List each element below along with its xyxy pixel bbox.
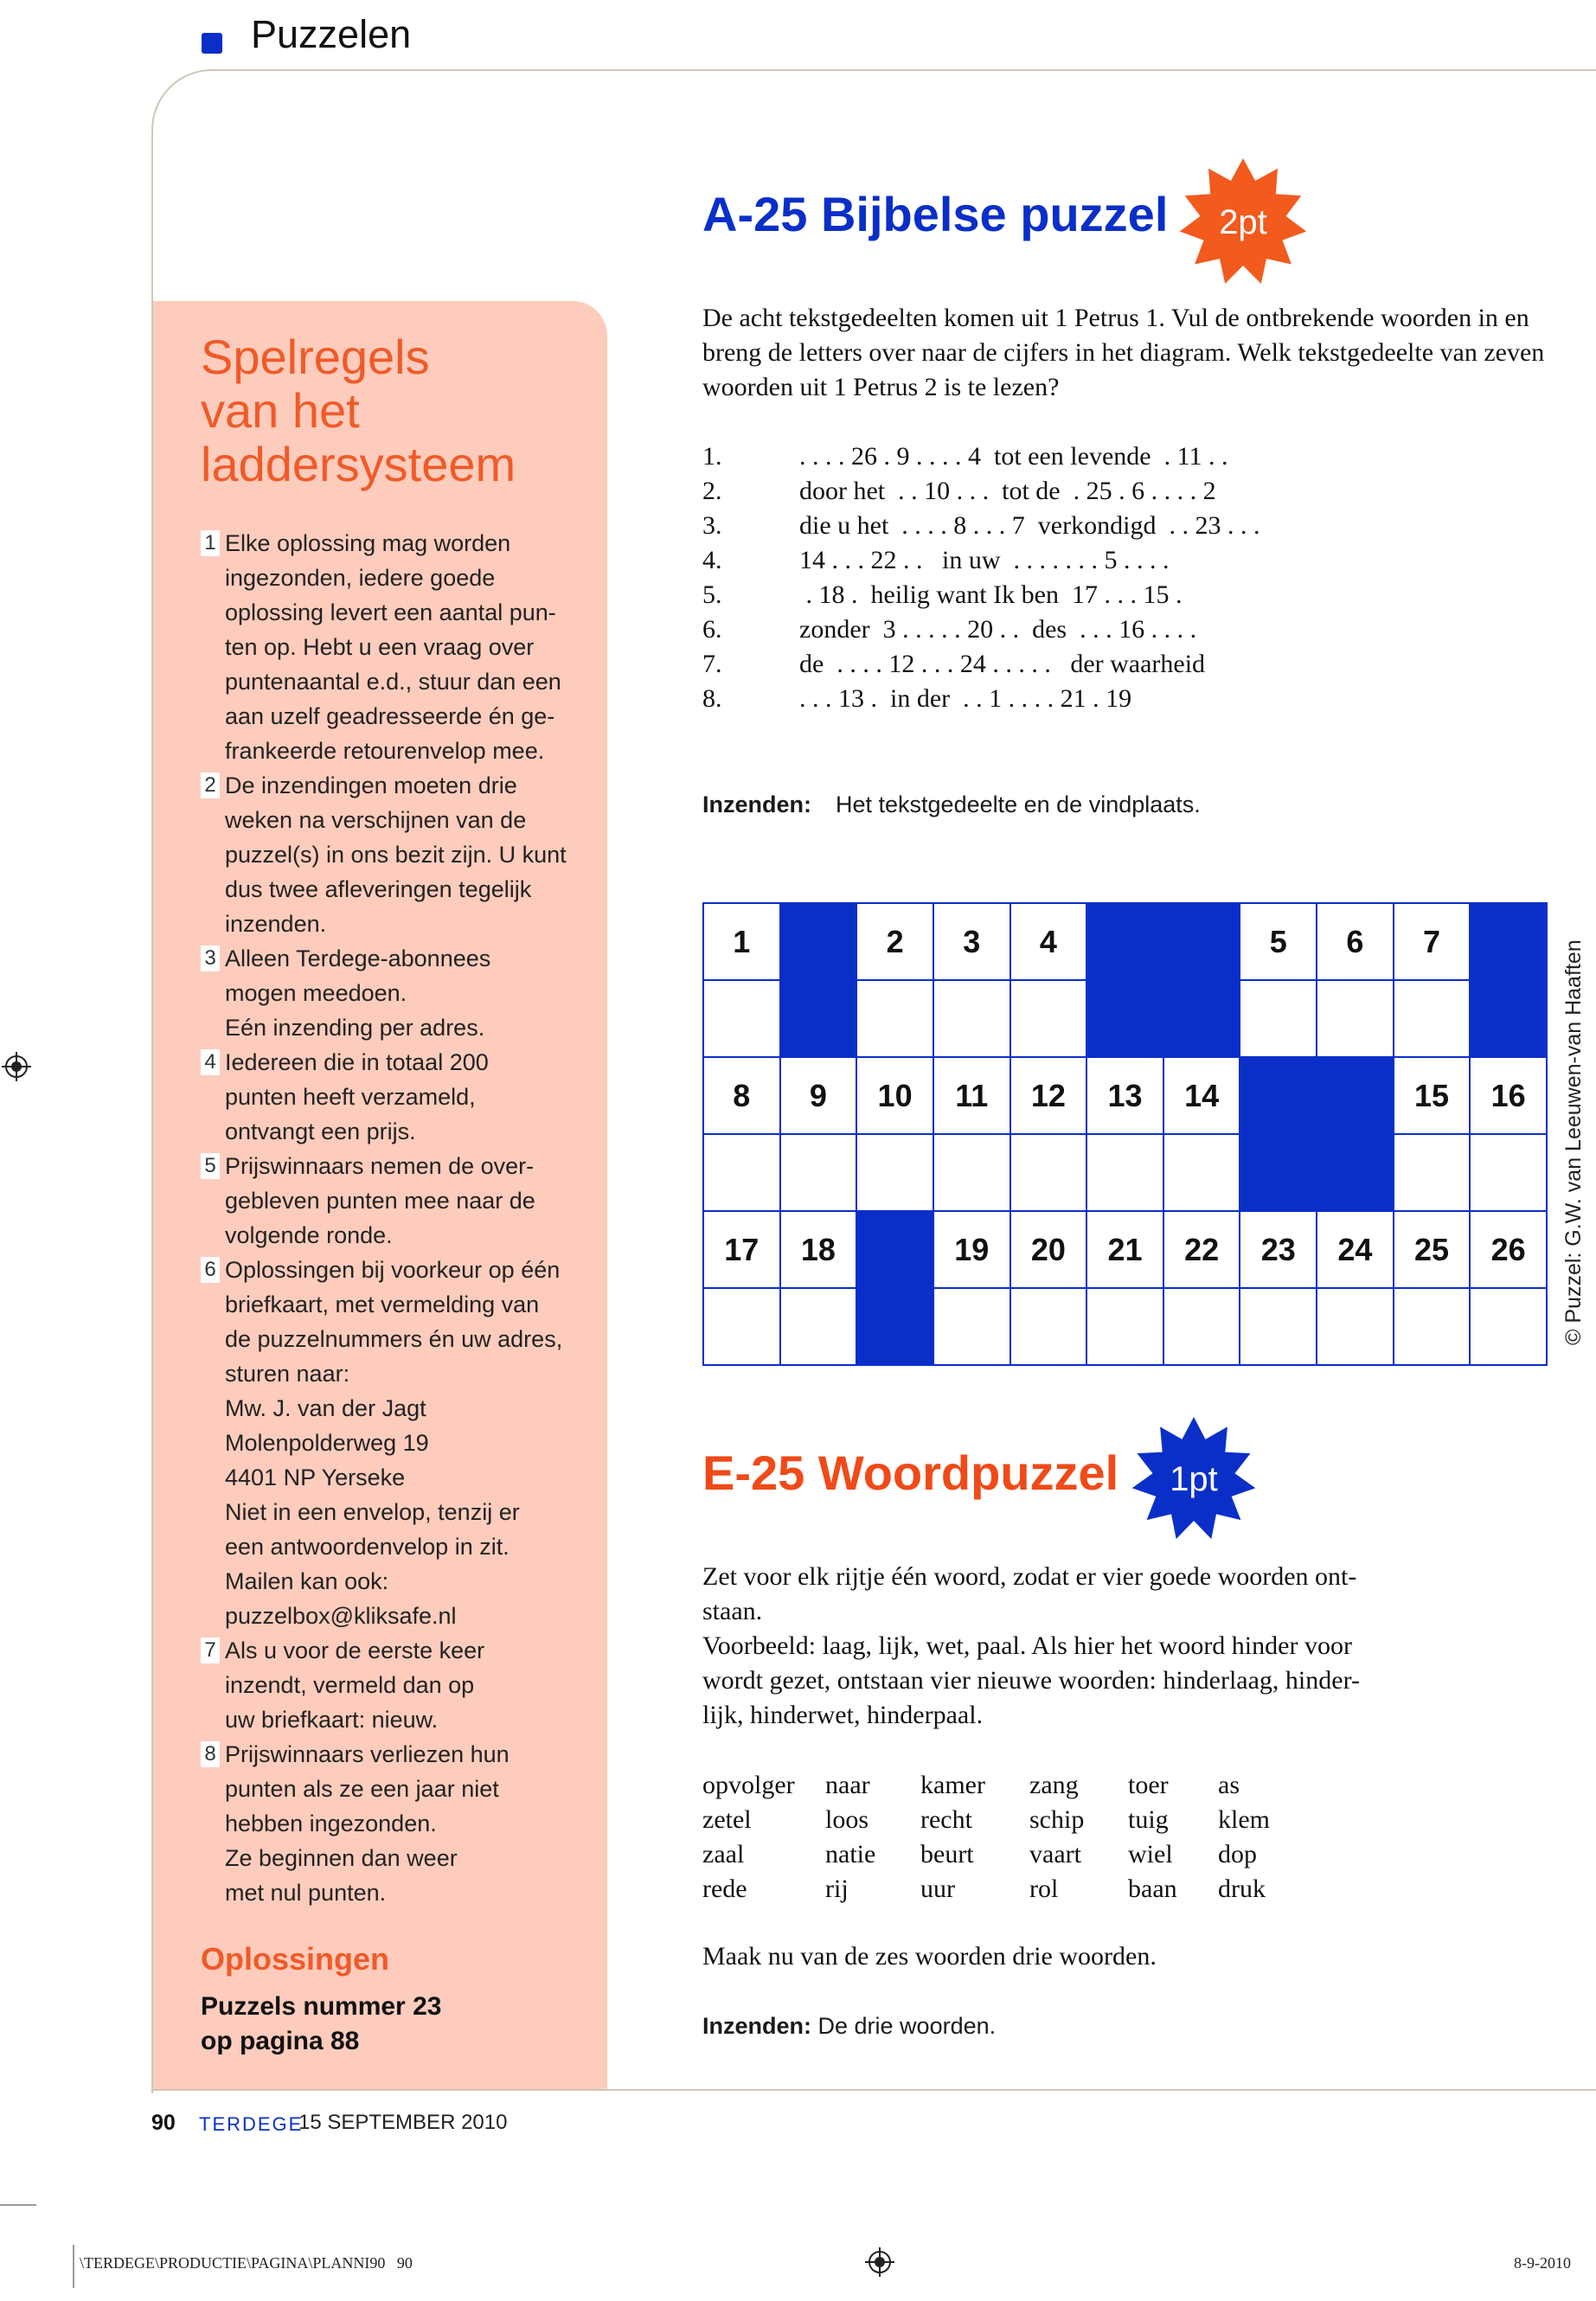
clue-row	[702, 647, 1567, 682]
points-label-a: 2pt	[1219, 203, 1267, 241]
rule-number: 4	[201, 1049, 220, 1075]
clue-text: de . . . . 12 . . . 24 . . . . . der waarheid	[799, 650, 1206, 678]
grid-cell	[1393, 1056, 1471, 1135]
crop-mark	[73, 2245, 74, 2288]
rule-number: 5	[201, 1153, 220, 1179]
grid-cell	[779, 1287, 858, 1366]
grid-cell	[933, 1287, 1011, 1366]
cell-number: 1	[733, 924, 751, 959]
grid-block	[1316, 1056, 1394, 1135]
grid-cell	[1469, 1287, 1548, 1366]
grid-cell	[1010, 1287, 1088, 1366]
puzzle-e-intro: Zet voor elk rijtje één woord, zodat er vier goede woorden ont- staan. Voorbeeld: laag, lijk, wet, paal. Als hier het woord hinder voor wordt gezet, ontstaan vier nieuwe woorden: hinderlaag, hinder- lijk, hinderwet, hinderpaal.	[702, 1562, 1360, 1729]
grid-cell	[1316, 979, 1394, 1058]
word-row	[702, 1803, 1308, 1837]
clue-row	[702, 509, 1567, 543]
word: as	[1218, 1771, 1240, 1799]
rule-text: De inzendingen moeten drie weken na verschijnen van de puzzel(s) in ons bezit zijn. U kunt dus twee afleveringen tegelijk inzenden.	[225, 772, 567, 937]
grid-cell	[702, 979, 781, 1058]
grid-cell	[856, 902, 934, 981]
clue-number: 3.	[702, 511, 722, 540]
clue-row	[702, 612, 1567, 647]
grid-cell	[1469, 1133, 1548, 1212]
word: naar	[825, 1771, 870, 1799]
grid-block	[1163, 902, 1241, 981]
rule-number: 7	[201, 1638, 220, 1663]
sidebar-title: Spelregels van het laddersysteem	[201, 330, 516, 491]
cell-number: 9	[809, 1078, 827, 1113]
clue-number: 6.	[702, 615, 722, 644]
cell-number: 23	[1260, 1232, 1296, 1267]
clue-text: door het . . 10 . . . tot de . 25 . 6 . . . . 2	[799, 477, 1216, 505]
solutions-heading: Oplossingen	[201, 1941, 390, 1977]
rule-item	[201, 1253, 573, 1633]
grid-block	[779, 902, 858, 981]
clue-text: zonder 3 . . . . . 20 . . des . . . 16 . . . .	[799, 615, 1197, 644]
grid-block	[1469, 979, 1548, 1058]
clue-text: . . . . 26 . 9 . . . . 4 tot een levende . 11 . .	[799, 442, 1228, 471]
word: klem	[1218, 1805, 1270, 1834]
puzzle-credit: © Puzzel: G.W. van Leeuwen-van Haaften	[1561, 939, 1586, 1345]
frame-top-line	[212, 69, 1596, 71]
cell-number: 26	[1490, 1232, 1526, 1267]
cell-number: 14	[1184, 1078, 1220, 1113]
submit-text: De drie woorden.	[817, 2013, 997, 2039]
grid-cell	[1469, 1210, 1548, 1289]
puzzle-grid	[702, 902, 1546, 1364]
magazine-name: TERDEGE	[199, 2113, 304, 2135]
grid-cell	[1393, 979, 1471, 1058]
grid-cell	[1163, 1133, 1241, 1212]
frame-bottom-line	[151, 2089, 1596, 2091]
word: tuig	[1128, 1805, 1169, 1834]
word: vaart	[1029, 1840, 1081, 1868]
grid-cell	[1163, 1287, 1241, 1366]
clue-text: . . . 13 . in der . . 1 . . . . 21 . 19	[799, 684, 1132, 713]
cell-number: 20	[1030, 1232, 1066, 1267]
grid-cell	[1239, 979, 1317, 1058]
grid-block	[1239, 1133, 1317, 1212]
clue-row	[702, 474, 1567, 509]
rule-item	[201, 1045, 573, 1149]
registration-mark-icon	[865, 2247, 894, 2277]
word: rede	[702, 1875, 747, 1903]
rule-text: Als u voor de eerste keer inzendt, vermeld dan op uw briefkaart: nieuw.	[225, 1638, 485, 1733]
cell-number: 18	[800, 1232, 836, 1267]
word: loos	[825, 1805, 869, 1834]
word: zang	[1029, 1771, 1079, 1799]
rule-item	[201, 526, 573, 768]
clue-number: 8.	[702, 684, 722, 713]
grid-cell	[933, 979, 1011, 1058]
grid-cell	[779, 1133, 858, 1212]
word: kamer	[920, 1771, 985, 1799]
registration-mark-icon	[2, 1052, 31, 1081]
grid-cell	[1086, 1133, 1164, 1212]
grid-block	[1316, 1133, 1394, 1212]
word-row	[702, 1768, 1308, 1803]
cell-number: 4	[1039, 924, 1057, 959]
section-title: Puzzelen	[251, 12, 412, 56]
clue-row	[702, 682, 1567, 716]
grid-cell	[856, 1133, 934, 1212]
print-path: \TERDEGE\PRODUCTIE\PAGINA\PLANNI90 90	[80, 2254, 413, 2272]
word: baan	[1128, 1875, 1177, 1903]
clue-text: die u het . . . . 8 . . . 7 verkondigd . . 23 . . .	[799, 511, 1260, 540]
grid-cell	[702, 1133, 781, 1212]
grid-cell	[702, 1287, 781, 1366]
grid-cell	[1316, 1210, 1394, 1289]
puzzle-e-task: Maak nu van de zes woorden drie woorden.	[702, 1942, 1157, 1971]
cell-number: 19	[954, 1232, 990, 1267]
cell-number: 10	[877, 1078, 913, 1113]
page-number: 90	[151, 2111, 176, 2135]
cell-number: 25	[1414, 1232, 1450, 1267]
word: wiel	[1128, 1840, 1173, 1868]
grid-cell	[1010, 1133, 1088, 1212]
crop-mark	[0, 2204, 36, 2206]
puzzle-a-intro: De acht tekstgedeelten komen uit 1 Petrus 1. Vul de ontbrekende woorden in en breng de letters over naar de cijfers in het diagram. Welk tekstgedeelte van zeven woorden uit 1 Petrus 2 is te lezen?	[702, 304, 1545, 401]
word: zaal	[702, 1840, 745, 1868]
grid-cell	[1010, 902, 1088, 981]
word: recht	[920, 1805, 972, 1834]
cell-number: 13	[1107, 1078, 1143, 1113]
clue-number: 4.	[702, 546, 722, 574]
puzzle-a-title: A-25 Bijbelse puzzel	[702, 187, 1169, 241]
grid-cell	[1393, 1210, 1471, 1289]
word: beurt	[920, 1840, 974, 1868]
grid-block	[779, 979, 858, 1058]
cell-number: 22	[1184, 1232, 1220, 1267]
cell-number: 8	[733, 1078, 751, 1113]
clue-row	[702, 543, 1567, 578]
clue-number: 1.	[702, 442, 722, 471]
rule-text: Prijswinnaars nemen de over- gebleven punten mee naar de volgende ronde.	[225, 1153, 535, 1248]
cell-number: 2	[886, 924, 904, 959]
cell-number: 12	[1030, 1078, 1066, 1113]
word: toer	[1128, 1771, 1169, 1799]
cell-number: 21	[1107, 1232, 1143, 1267]
grid-cell	[1239, 1287, 1317, 1366]
cell-number: 24	[1337, 1232, 1373, 1267]
grid-cell	[1239, 902, 1317, 981]
solutions-text: Puzzels nummer 23 op pagina 88	[201, 1992, 442, 2055]
grid-cell	[1469, 1056, 1548, 1135]
grid-cell	[1010, 979, 1088, 1058]
frame-corner	[151, 69, 240, 157]
cell-number: 3	[963, 924, 981, 959]
grid-cell	[933, 1210, 1011, 1289]
puzzle-e-title: E-25 Woordpuzzel	[702, 1445, 1119, 1500]
grid-cell	[702, 1056, 781, 1135]
grid-cell	[1316, 1287, 1394, 1366]
cell-number: 6	[1346, 924, 1364, 959]
clue-text: . 18 . heilig want Ik ben 17 . . . 15 .	[799, 580, 1183, 609]
grid-cell	[856, 1056, 934, 1135]
rule-text: Alleen Terdege-abonnees mogen meedoen. Eén inzending per adres.	[225, 945, 491, 1041]
clue-row	[702, 578, 1567, 612]
starburst-icon	[1129, 1414, 1259, 1544]
rule-text: Oplossingen bij voorkeur op één briefkaart, met vermelding van de puzzelnummers én uw adres, sturen naar: Mw. J. van der Jagt Molenpolderweg 19 4401 NP Yerseke Niet in een envelop, tenzij er een antwoordenvelop in zit. Mailen kan ook: puzzelbox@kliksafe.nl	[225, 1257, 563, 1629]
points-label-e: 1pt	[1170, 1460, 1218, 1498]
clue-number: 5.	[702, 580, 722, 609]
grid-cell	[933, 902, 1011, 981]
grid-cell	[1393, 902, 1471, 981]
word: natie	[825, 1840, 876, 1868]
grid-block	[856, 1210, 934, 1289]
grid-cell	[933, 1056, 1011, 1135]
rule-number: 2	[201, 772, 220, 798]
grid-block	[1086, 902, 1164, 981]
points-badge-a	[1178, 157, 1308, 287]
rule-item	[201, 1633, 573, 1737]
word: opvolger	[702, 1771, 795, 1799]
points-badge-e	[1129, 1414, 1259, 1544]
grid-cell	[1086, 1287, 1164, 1366]
rule-text: Elke oplossing mag worden ingezonden, iedere goede oplossing levert een aantal pun- ten op. Hebt u een vraag over puntenaantal e.d., stuur dan een aan uzelf geadresseerde én ge- frankeerde retourenvelop mee.	[225, 530, 561, 764]
grid-cell	[779, 1210, 858, 1289]
grid-cell	[1010, 1056, 1088, 1135]
puzzle-a-submit	[702, 787, 1201, 822]
rule-number: 8	[201, 1741, 220, 1767]
word: druk	[1218, 1875, 1266, 1903]
issue-date: 15 SEPTEMBER 2010	[298, 2111, 508, 2134]
grid-cell	[1239, 1210, 1317, 1289]
grid-cell	[779, 1056, 858, 1135]
word: schip	[1029, 1805, 1085, 1834]
starburst-icon	[1178, 157, 1308, 287]
clue-number: 7.	[702, 650, 722, 678]
cell-number: 17	[724, 1232, 760, 1267]
rule-item	[201, 1737, 573, 1910]
grid-block	[1163, 979, 1241, 1058]
grid-cell	[1393, 1287, 1471, 1366]
submit-label: Inzenden:	[702, 792, 811, 817]
word: rij	[825, 1875, 849, 1903]
grid-block	[1469, 902, 1548, 981]
grid-cell	[1010, 1210, 1088, 1289]
puzzle-e-submit	[702, 2009, 996, 2043]
word: dop	[1218, 1840, 1257, 1868]
cell-number: 5	[1269, 924, 1287, 959]
grid-cell	[1393, 1133, 1471, 1212]
cell-number: 16	[1490, 1078, 1526, 1113]
clue-number: 2.	[702, 477, 722, 505]
rule-text: Prijswinnaars verliezen hun punten als ze een jaar niet hebben ingezonden. Ze beginnen dan weer met nul punten.	[225, 1741, 510, 1906]
clue-row	[702, 439, 1567, 474]
grid-cell	[1163, 1210, 1241, 1289]
grid-cell	[1086, 1210, 1164, 1289]
rule-item	[201, 941, 573, 1045]
submit-text: Het tekstgedeelte en de vindplaats.	[836, 792, 1201, 817]
rule-text: Iedereen die in totaal 200 punten heeft verzameld, ontvangt een prijs.	[225, 1049, 489, 1144]
grid-cell	[702, 1210, 781, 1289]
grid-cell	[1086, 1056, 1164, 1135]
word: zetel	[702, 1805, 752, 1834]
rule-item	[201, 768, 573, 941]
section-marker	[202, 33, 222, 54]
grid-cell	[933, 1133, 1011, 1212]
grid-cell	[702, 902, 781, 981]
rule-number: 3	[201, 945, 220, 971]
word-row	[702, 1872, 1308, 1907]
clue-text: 14 . . . 22 . . in uw . . . . . . . 5 . . . .	[799, 546, 1170, 574]
cell-number: 11	[955, 1078, 989, 1113]
cell-number: 15	[1414, 1078, 1450, 1113]
print-date: 8-9-2010	[1514, 2254, 1571, 2272]
submit-label: Inzenden:	[702, 2013, 811, 2039]
rule-number: 1	[201, 530, 220, 556]
grid-cell	[1316, 902, 1394, 981]
grid-block	[856, 1287, 934, 1366]
grid-cell	[1163, 1056, 1241, 1135]
grid-block	[1239, 1056, 1317, 1135]
grid-block	[1086, 979, 1164, 1058]
cell-number: 7	[1423, 924, 1441, 959]
grid-cell	[856, 979, 934, 1058]
word: rol	[1029, 1875, 1059, 1903]
rule-number: 6	[201, 1257, 220, 1283]
word-row	[702, 1837, 1308, 1872]
word: uur	[920, 1875, 955, 1903]
rule-item	[201, 1149, 573, 1253]
